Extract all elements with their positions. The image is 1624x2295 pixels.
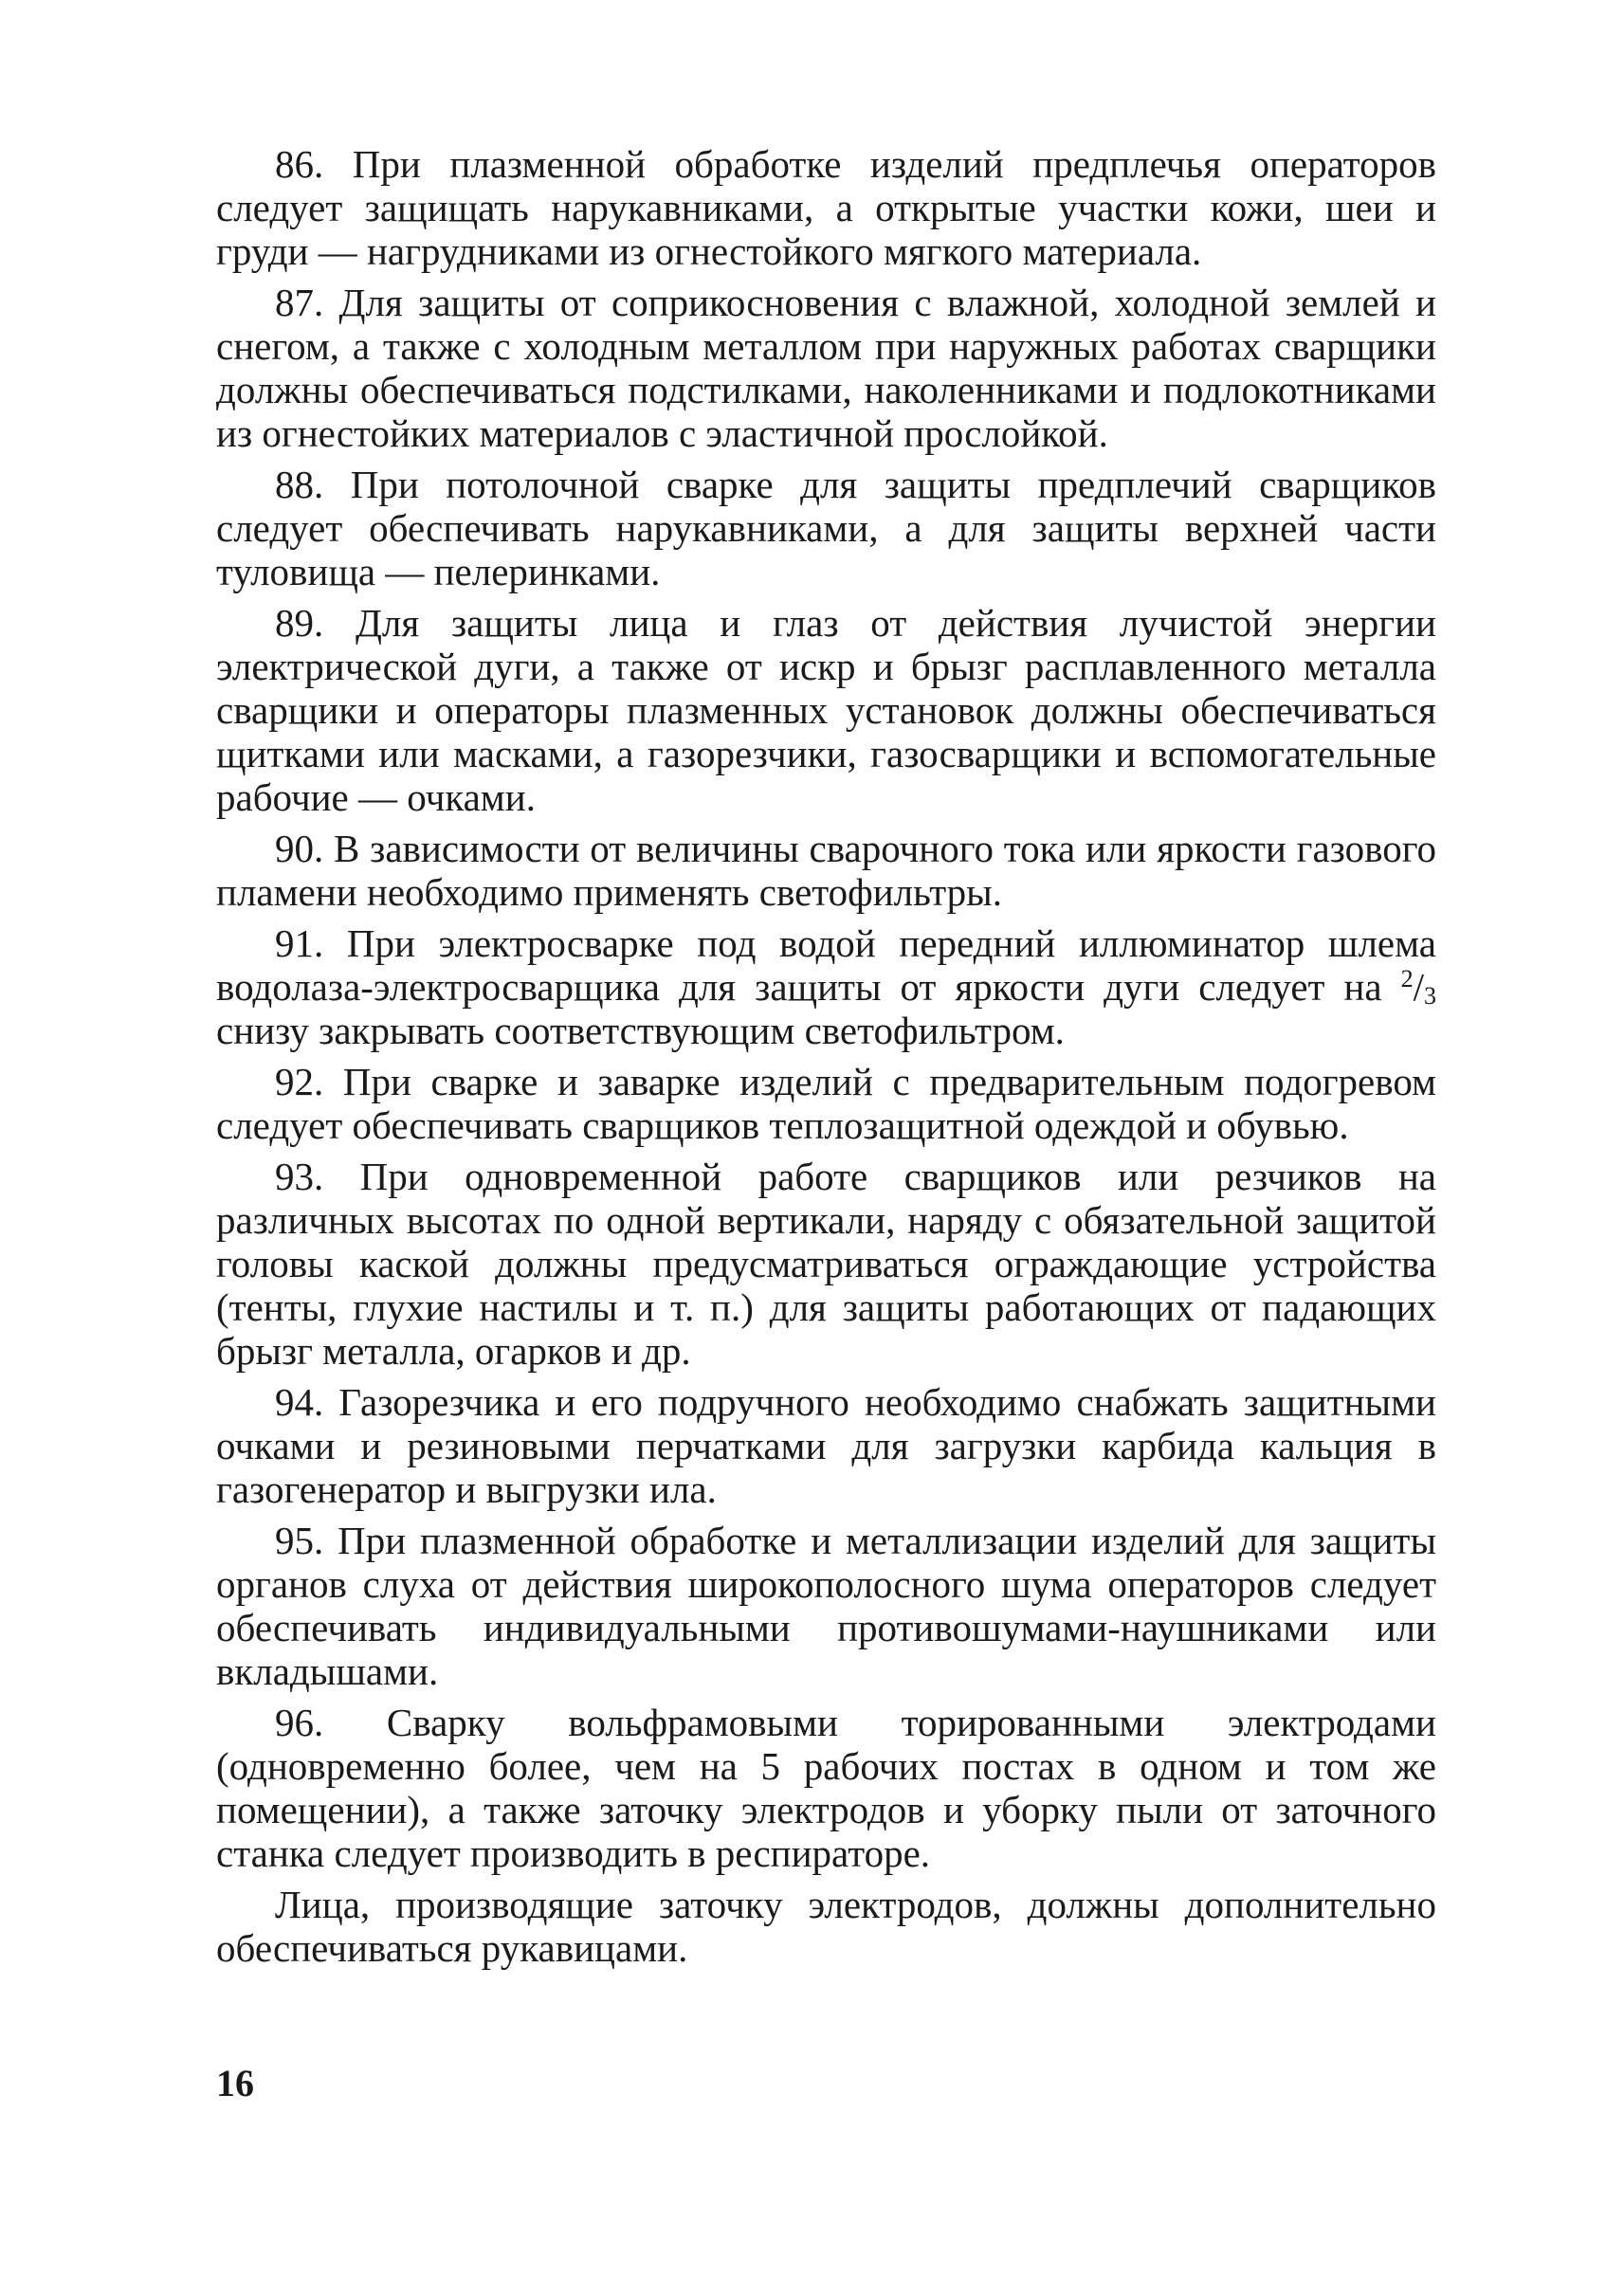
- fraction-two-thirds: $^2/_3$: [1400, 965, 1437, 1010]
- paragraph-92: 92. При сварке и заварке изделий с предварительным подогревом следует обеспечивать сварщиков теплозащитной одеждой и обувью.: [216, 1060, 1436, 1147]
- paragraph-91-tail: снизу закрывать соответствующим светофильтром.: [216, 1009, 1065, 1052]
- page-number: 16: [216, 2062, 254, 2104]
- paragraph-91: [216, 921, 1436, 1052]
- paragraph-91-head: 91. При электросварке под водой передний иллюминатор шлема водолаза-электросварщика для защиты от яркости дуги следует на: [216, 921, 1436, 1009]
- paragraph-88: 88. При потолочной сварке для защиты предплечий сварщиков следует обеспечивать нарукавниками, а для защиты верхней части туловища — пелеринками.: [216, 463, 1436, 593]
- paragraph-96-addendum: Лица, производящие заточку электродов, должны дополнительно обеспечиваться рукавицами.: [216, 1883, 1436, 1970]
- paragraph-95: 95. При плазменной обработке и металлизации изделий для защиты органов слуха от действия широкополосного шума операторов следует обеспечивать индивидуальными противошумами-наушниками или вкладышами.: [216, 1519, 1436, 1693]
- fraction-numerator: 2: [1400, 965, 1414, 993]
- paragraph-93: 93. При одновременной работе сварщиков или резчиков на различных высотах по одной вертикали, наряду с обязательной защитой головы каской должны предусматриваться ограждающие устройства (тенты, глухие настилы и т. п.) для защиты работающих от падающих брызг металла, огарков и др.: [216, 1155, 1436, 1373]
- paragraph-90: 90. В зависимости от величины сварочного тока или яркости газового пламени необходимо применять светофильтры.: [216, 827, 1436, 914]
- paragraph-86: 86. При плазменной обработке изделий предплечья операторов следует защищать нарукавниками, а открытые участки кожи, шеи и груди — нагрудниками из огнестойкого мягкого материала.: [216, 142, 1436, 273]
- paragraph-89: 89. Для защиты лица и глаз от действия лучистой энергии электрической дуги, а также от искр и брызг расплавленного металла сварщики и операторы плазменных установок должны обеспечиваться щитками или масками, а газорезчики, газосварщики и вспомогательные рабочие — очками.: [216, 601, 1436, 819]
- paragraph-96: 96. Сварку вольфрамовыми торированными электродами (одновременно более, чем на 5 рабочих постах в одном и том же помещении), а также заточку электродов и уборку пыли от заточного станка следует производить в респираторе.: [216, 1701, 1436, 1875]
- paragraph-87: 87. Для защиты от соприкосновения с влажной, холодной землей и снегом, а также с холодным металлом при наружных работах сварщики должны обеспечиваться подстилками, наколенниками и подлокотниками из огнестойких материалов с эластичной прослойкой.: [216, 281, 1436, 455]
- paragraph-94: 94. Газорезчика и его подручного необходимо снабжать защитными очками и резиновыми перчатками для загрузки карбида кальция в газогенератор и выгрузки ила.: [216, 1380, 1436, 1511]
- document-body: [216, 142, 1436, 1977]
- fraction-denominator: 3: [1424, 982, 1437, 1010]
